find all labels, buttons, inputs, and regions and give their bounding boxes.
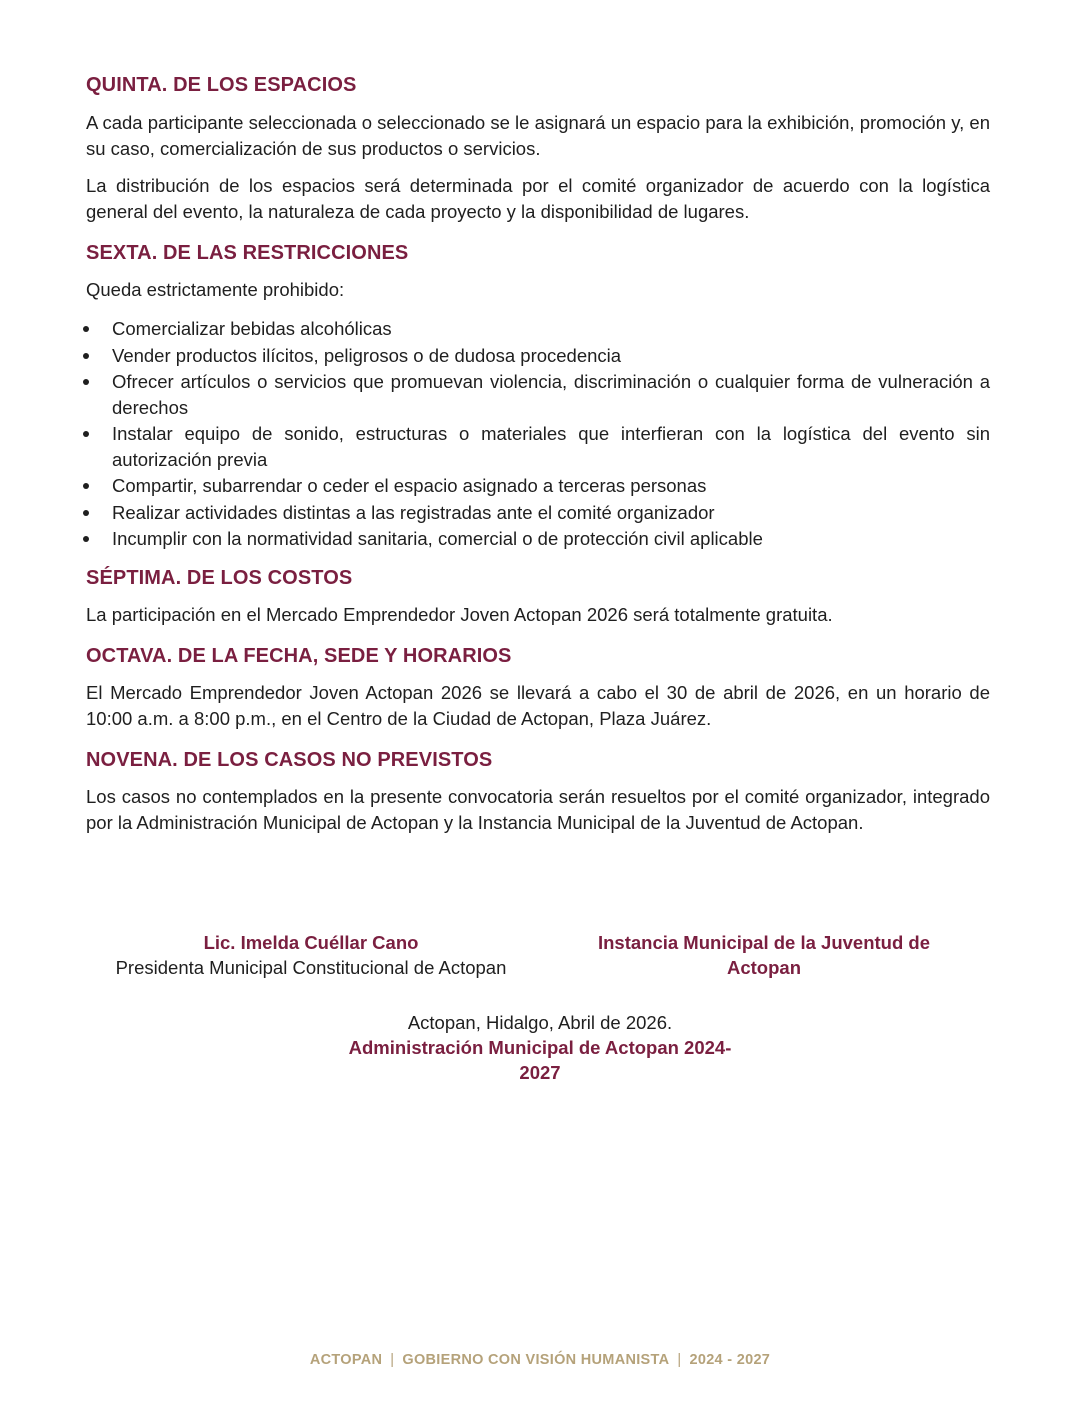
signatory-title: Presidenta Municipal Constitucional de Actopan	[115, 957, 507, 978]
list-item-text: Instalar equipo de sonido, estructuras o materiales que interfieran con la logística del evento sin autorización previa	[112, 423, 990, 470]
paragraph: A cada participante seleccionada o seleccionado se le asignará un espacio para la exhibición, promoción y, en su caso, comercialización de sus productos o servicios.	[86, 112, 990, 159]
list-item-text: Incumplir con la normatividad sanitaria, comercial o de protección civil aplicable	[112, 528, 763, 549]
list-item-text: Vender productos ilícitos, peligrosos o de dudosa procedencia	[112, 344, 622, 366]
bullet-icon	[83, 353, 89, 359]
footer-separator: |	[390, 1352, 395, 1368]
list-item	[86, 500, 990, 526]
signatory-name: Lic. Imelda Cuéllar Cano	[203, 932, 419, 953]
list-item-text: Compartir, subarrendar o ceder el espacio asignado a terceras personas	[112, 475, 707, 496]
list-item-text: Realizar actividades distintas a las registradas ante el comité organizador	[112, 501, 715, 523]
bullet-icon	[83, 431, 89, 437]
signature-left	[96, 930, 526, 980]
bullet-icon	[83, 510, 89, 516]
paragraph: El Mercado Emprendedor Joven Actopan 2026 se llevará a cabo el 30 de abril de 2026, en un horario de 10:00 a.m. a 8:00 p.m., en el Centro de la Ciudad de Actopan, Plaza Juárez.	[86, 682, 990, 729]
administration-line2: 2027	[519, 1062, 561, 1083]
list-item	[86, 316, 990, 342]
section-heading-novena: NOVENA. DE LOS CASOS NO PREVISTOS	[86, 749, 493, 771]
place-date: Actopan, Hidalgo, Abril de 2026.	[407, 1012, 673, 1033]
paragraph: Los casos no contemplados en la presente convocatoria serán resueltos por el comité organizador, integrado por la Administración Municipal de Actopan y la Instancia Municipal de la Juventud de Actopan.	[86, 786, 990, 833]
bullet-icon	[83, 326, 89, 332]
paragraph-intro: Queda estrictamente prohibido:	[86, 279, 345, 300]
list-item	[86, 421, 990, 472]
section-heading-septima: SÉPTIMA. DE LOS COSTOS	[86, 567, 353, 589]
restrictions-list	[86, 316, 990, 553]
page-footer	[0, 1352, 1080, 1368]
section-heading-octava: OCTAVA. DE LA FECHA, SEDE Y HORARIOS	[86, 645, 512, 667]
bullet-icon	[83, 379, 89, 385]
footer-years: 2024 - 2027	[689, 1352, 771, 1368]
section-heading-sexta: SEXTA. DE LAS RESTRICCIONES	[86, 242, 409, 264]
institution-name-line2: Actopan	[727, 957, 801, 978]
list-item	[86, 473, 990, 499]
bullet-icon	[83, 483, 89, 489]
footer-city: ACTOPAN	[309, 1352, 383, 1368]
institution-name-line1: Instancia Municipal de la Juventud de	[597, 932, 931, 953]
bullet-icon	[83, 536, 89, 542]
paragraph: La distribución de los espacios será determinada por el comité organizador de acuerdo con la logística general del evento, la naturaleza de cada proyecto y la disponibilidad de lugares.	[86, 175, 990, 222]
list-item	[86, 526, 990, 552]
list-item-text: Ofrecer artículos o servicios que promuevan violencia, discriminación o cualquier forma de vulneración a derechos	[112, 371, 990, 418]
section-heading-quinta: QUINTA. DE LOS ESPACIOS	[86, 74, 357, 96]
closing-block	[0, 1010, 1080, 1085]
administration-line1: Administración Municipal de Actopan 2024-	[348, 1037, 732, 1058]
footer-slogan: GOBIERNO CON VISIÓN HUMANISTA	[402, 1352, 670, 1368]
paragraph: La participación en el Mercado Emprendedor Joven Actopan 2026 será totalmente gratuita.	[86, 604, 833, 625]
signature-right	[574, 930, 954, 980]
list-item	[86, 343, 990, 369]
footer-separator: |	[677, 1352, 682, 1368]
list-item-text: Comercializar bebidas alcohólicas	[112, 318, 392, 339]
list-item	[86, 369, 990, 420]
